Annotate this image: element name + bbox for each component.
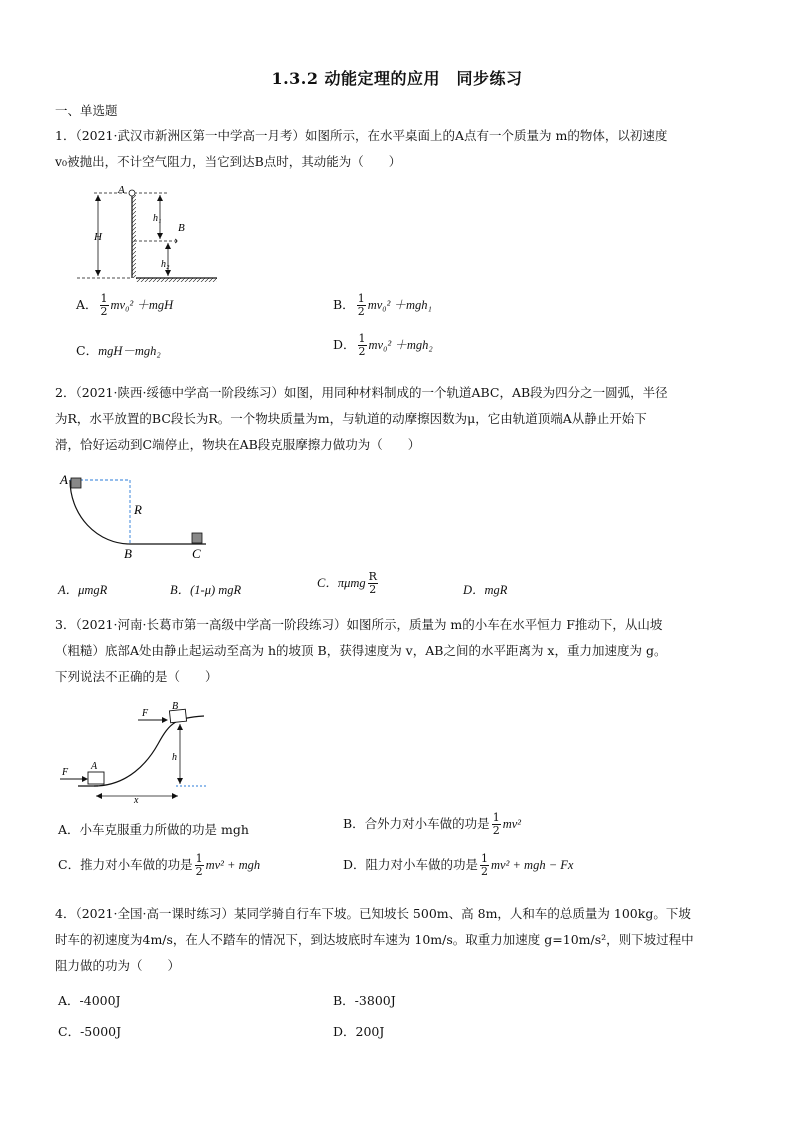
q3-option-a[interactable]: [58, 820, 249, 838]
fig1-label-b: B: [178, 222, 185, 234]
q1-option-c-expr: mgH－mgh₂: [98, 344, 161, 358]
fig1-h-arrow-head-bottom: [95, 270, 101, 276]
q2-option-c-text: C．πμmg: [317, 576, 366, 590]
figure-q2: [58, 470, 218, 562]
fig3-label-b: B: [172, 702, 179, 712]
fig1-wall-hatch: [132, 193, 136, 278]
q2-option-a-text: A．μmgR: [58, 583, 108, 597]
fig1-label-h: H: [94, 231, 102, 243]
q1-option-a-prefix: A．: [76, 297, 98, 312]
q1-option-a[interactable]: [76, 293, 173, 318]
section-heading: 一、单选题: [55, 103, 118, 118]
q4-option-d[interactable]: [333, 1022, 384, 1040]
fig3-h-head-bottom: [177, 778, 183, 784]
question-2: [55, 380, 745, 458]
q1-option-d-expr: mv₀² ＋mgh₂: [368, 338, 433, 352]
q1-option-c[interactable]: [76, 341, 161, 359]
q1-option-d[interactable]: [333, 333, 433, 358]
fraction-half: $\frac{1}{2}$: [492, 811, 500, 837]
fig3-label-a: A: [91, 761, 98, 772]
fig2-arc: [70, 480, 130, 544]
q3-option-c[interactable]: [58, 853, 260, 878]
fig3-force-2-head: [162, 717, 168, 723]
q4-option-a[interactable]: [58, 991, 121, 1009]
q2-option-b[interactable]: [170, 580, 241, 598]
fig2-label-b: B: [124, 546, 132, 561]
figure-q1: [72, 183, 222, 283]
question-4: [55, 901, 745, 979]
fig2-label-r: R: [134, 502, 142, 517]
fraction-half: $\frac{1}{2}$: [481, 852, 489, 878]
q1-option-b-prefix: B．: [333, 297, 355, 312]
fig3-h-head-top: [177, 724, 183, 730]
q3-option-c-prefix: C．推力对小车做的功是: [58, 857, 193, 872]
q2-option-b-text: B．(1-μ) mgR: [170, 583, 242, 597]
fig3-label-h: h: [172, 752, 177, 763]
fig1-label-h1: h₁: [153, 213, 162, 224]
q3-option-d-expr: mv² + mgh − Fx: [491, 858, 574, 872]
question-4-line-3: 阻力做的功为（ ）: [55, 958, 181, 973]
fig1-label-h2: h₂: [161, 259, 170, 270]
fraction-half: $\frac{1}{2}$: [100, 292, 108, 318]
q4-option-b-text: B．-3800J: [333, 993, 396, 1008]
fig3-label-x: x: [134, 795, 139, 804]
q2-option-d-text: D．mgR: [463, 583, 508, 597]
question-2-line-1: 2．（2021·陕西·绥德中学高一阶段练习）如图，用同种材料制成的一个轨道ABC，AB段为四分之一圆弧，半径: [55, 385, 668, 400]
figure-q3: [58, 702, 228, 804]
fig2-label-a: A: [60, 472, 68, 487]
fig1-point-a: [129, 190, 135, 196]
question-3-line-1: 3．（2021·河南·长葛市第一高级中学高一阶段练习）如图所示，质量为 m的小车在水平恒力 F推动下，从山坡: [55, 617, 663, 632]
fig2-block-c: [192, 533, 202, 543]
fig3-hill: [94, 716, 204, 786]
page-title: 1.3.2 动能定理的应用 同步练习: [271, 69, 523, 88]
q2-option-c[interactable]: [317, 571, 380, 596]
fig3-force-1-head: [82, 776, 88, 782]
q2-option-a[interactable]: [58, 580, 107, 598]
q1-option-c-prefix: C．: [76, 343, 99, 358]
fraction-half: $\frac{1}{2}$: [357, 292, 365, 318]
fig1-h-arrow-head-top: [95, 195, 101, 201]
fig1-h2-head-top: [165, 243, 171, 249]
fraction-half: $\frac{1}{2}$: [195, 852, 203, 878]
q2-option-d[interactable]: [463, 580, 507, 598]
q3-option-c-expr: mv² + mgh: [205, 858, 261, 872]
question-1-line-2: v₀被抛出，不计空气阻力，当它到达B点时，其动能为（ ）: [55, 154, 402, 169]
q4-option-a-text: A．-4000J: [58, 993, 121, 1008]
q4-option-b[interactable]: [333, 991, 396, 1009]
q4-option-c[interactable]: [58, 1022, 121, 1040]
question-3: [55, 612, 745, 690]
fig3-block-a: [88, 772, 104, 784]
question-4-line-1: 4．（2021·全国·高一课时练习）某同学骑自行车下坡。已知坡长 500m、高 8m，人和车的总质量为 100kg。下坡: [55, 906, 691, 921]
fraction-half: $\frac{1}{2}$: [358, 332, 366, 358]
fig1-h2-head-bottom: [165, 270, 171, 276]
q4-option-d-text: D．200J: [333, 1024, 385, 1039]
q1-option-b[interactable]: [333, 293, 432, 318]
question-2-line-3: 滑，恰好运动到C端停止，物块在AB段克服摩擦力做功为（ ）: [55, 437, 421, 452]
fig1-label-a: A: [118, 184, 125, 196]
question-4-line-2: 时车的初速度为4m/s，在人不踏车的情况下，到达坡底时车速为 10m/s。取重力加速度 g=10m/s²，则下坡过程中: [55, 932, 694, 947]
fraction-r-over-2: $\frac{R}{2}$: [368, 570, 377, 596]
q1-option-a-expr: mv₀² ＋mgH: [110, 298, 174, 312]
q3-option-d-prefix: D．阻力对小车做的功是: [343, 857, 479, 872]
q1-option-b-expr: mv₀² ＋mgh₁: [367, 298, 432, 312]
question-3-line-2: （粗糙）底部A处由静止起运动至高为 h的坡顶 B，获得速度为 v，AB之间的水平距离为 x，重力加速度为 g。: [55, 643, 667, 658]
q3-option-a-text: A．小车克服重力所做的功是 mgh: [58, 822, 249, 837]
fig1-ground-hatch: [136, 278, 217, 282]
q3-option-b[interactable]: [343, 812, 521, 837]
q3-option-b-prefix: B．合外力对小车做的功是: [343, 816, 490, 831]
fig3-x-head-left: [96, 793, 102, 799]
fig3-label-f2: F: [142, 708, 149, 719]
question-2-line-2: 为R，水平放置的BC段长为R。一个物块质量为m，与轨道的动摩擦因数为μ，它由轨道顶端A从静止开始下: [55, 411, 647, 426]
fig2-label-c: C: [192, 546, 201, 561]
question-1-line-1: 1．（2021·武汉市新洲区第一中学高一月考）如图所示，在水平桌面上的A点有一个质量为 m的物体，以初速度: [55, 128, 668, 143]
question-1: [55, 123, 745, 175]
fig1-h1-head-top: [157, 195, 163, 201]
fig2-block-a: [71, 478, 81, 488]
q4-option-c-text: C．-5000J: [58, 1024, 122, 1039]
q3-option-b-expr: mv²: [502, 817, 522, 831]
q1-option-d-prefix: D．: [333, 337, 356, 352]
fig3-label-f1: F: [62, 767, 69, 778]
q3-option-d[interactable]: [343, 853, 573, 878]
fig1-h1-head-bottom: [157, 233, 163, 239]
fig3-x-head-right: [172, 793, 178, 799]
question-3-line-3: 下列说法不正确的是（ ）: [55, 669, 218, 684]
